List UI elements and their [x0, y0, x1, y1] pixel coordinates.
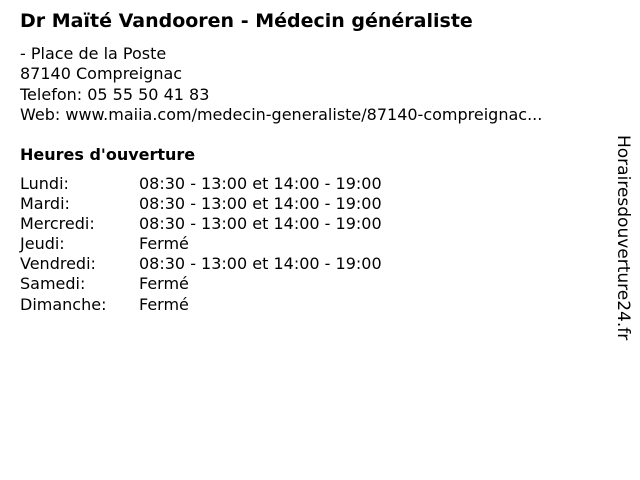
hours-heading: Heures d'ouverture: [20, 145, 196, 164]
day-label: Mardi:: [20, 194, 70, 214]
site-brand-watermark: Horairesdouverture24.fr: [613, 135, 633, 341]
street-address: - Place de la Poste: [20, 44, 167, 63]
time-value: 08:30 - 13:00 et 14:00 - 19:00: [139, 194, 382, 214]
time-value: Fermé: [139, 274, 189, 294]
address-block: [20, 44, 542, 125]
website-link: Web: www.maiia.com/medecin-generaliste/87140-compreignac...: [20, 104, 543, 124]
time-value: Fermé: [139, 234, 189, 254]
day-label: Mercredi:: [20, 214, 95, 234]
phone-number: Telefon: 05 55 50 41 83: [20, 84, 210, 104]
time-value: Fermé: [139, 294, 189, 314]
day-label: Jeudi:: [20, 234, 65, 254]
day-label: Vendredi:: [20, 254, 96, 274]
day-label: Samedi:: [20, 274, 86, 294]
time-value: 08:30 - 13:00 et 14:00 - 19:00: [139, 254, 382, 274]
page-title: Dr Maïté Vandooren - Médecin généraliste: [20, 10, 473, 32]
day-label: Lundi:: [20, 174, 69, 193]
time-value: 08:30 - 13:00 et 14:00 - 19:00: [139, 174, 382, 193]
time-value: 08:30 - 13:00 et 14:00 - 19:00: [139, 214, 382, 234]
day-label: Dimanche:: [20, 294, 107, 314]
city-postcode: 87140 Compreignac: [20, 64, 183, 84]
